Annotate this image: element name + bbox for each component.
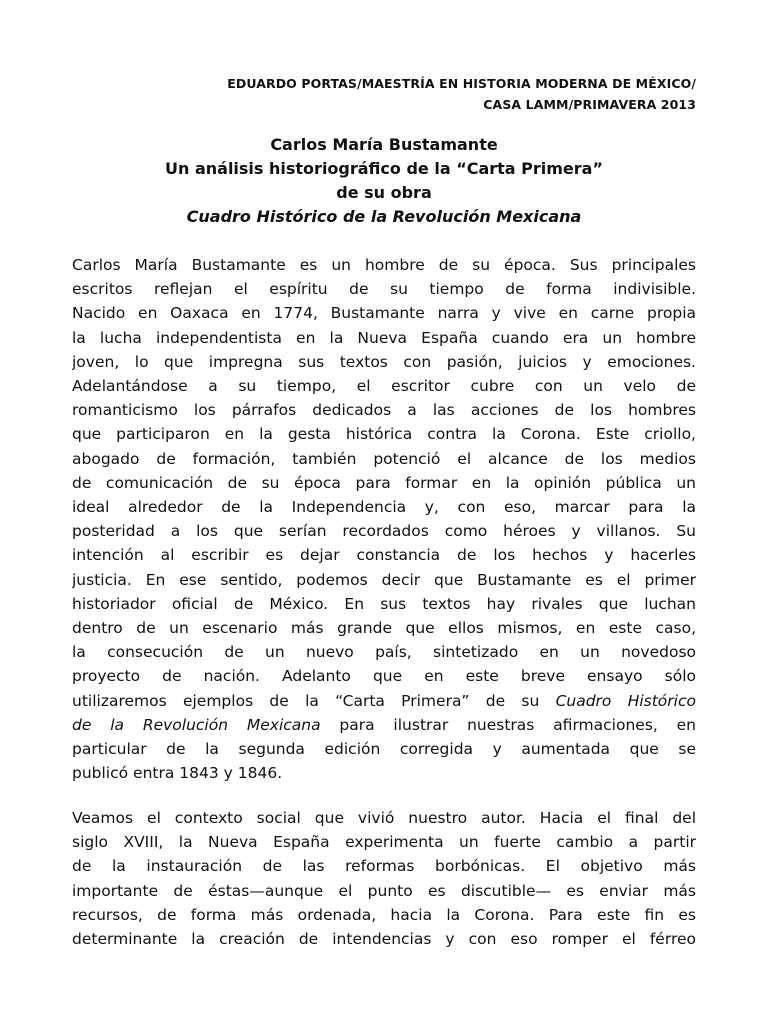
header-line-1: EDUARDO PORTAS/MAESTRÍA EN HISTORIA MODERNA DE MÉXICO/	[227, 76, 696, 91]
italic-book-title: de la Revolución Mexicana	[72, 715, 321, 734]
title-line-2: Un análisis historiográfico de la “Carta Primera”	[165, 159, 603, 178]
paragraph-line: determinante la creación de intendencias y con eso romper el férreo	[72, 930, 696, 949]
title-line-1: Carlos María Bustamante	[270, 135, 498, 154]
title-line-4: Cuadro Histórico de la Revolución Mexicana	[186, 207, 582, 226]
paragraph-line: intención al escribir es dejar constancia de los hechos y hacerles	[72, 546, 696, 565]
paragraph-line: particular de la segunda edición corregida y aumentada que se	[72, 740, 696, 759]
header-line-2: CASA LAMM/PRIMAVERA 2013	[483, 97, 696, 112]
paragraph-line: escritos reflejan el espíritu de su tiempo de forma indivisible.	[72, 280, 696, 299]
paragraph-line: proyecto de nación. Adelanto que en este breve ensayo sólo	[72, 667, 696, 686]
paragraph-line-mixed	[72, 689, 696, 713]
paragraph-line: Carlos María Bustamante es un hombre de su época. Sus principales	[72, 256, 696, 274]
paragraph-line: abogado de formación, también potenció el alcance de los medios	[72, 449, 696, 468]
paragraph-line: siglo XVIII, la Nueva España experimenta un fuerte cambio a partir	[72, 833, 696, 852]
paragraph-line: que participaron en la gesta histórica contra la Corona. Este criollo,	[72, 425, 696, 444]
paragraph-line-mixed	[72, 713, 696, 737]
paragraph-2	[72, 806, 696, 951]
paragraph-line: la consecución de un nuevo país, sintetizado en un novedoso	[72, 643, 696, 662]
paragraph-line: Veamos el contexto social que vivió nuestro autor. Hacia el final del	[72, 809, 696, 827]
text-run: utilizaremos ejemplos de la “Carta Primera” de su	[72, 691, 556, 710]
paragraph-line: justicia. En ese sentido, podemos decir que Bustamante es el primer	[72, 570, 696, 589]
page-header	[227, 73, 696, 115]
document-title	[72, 133, 696, 229]
text-run: para ilustrar nuestras afirmaciones, en	[320, 715, 696, 734]
paragraph-line: recursos, de forma más ordenada, hacia la Corona. Para este fin es	[72, 905, 696, 924]
paragraph-line: posteridad a los que serían recordados como héroes y villanos. Su	[72, 522, 696, 541]
paragraph-line: ideal alrededor de la Independencia y, con eso, marcar para la	[72, 498, 696, 517]
paragraph-line: la lucha independentista en la Nueva España cuando era un hombre	[72, 328, 696, 347]
title-line-3: de su obra	[336, 183, 432, 202]
paragraph-line: Nacido en Oaxaca en 1774, Bustamante narra y vive en carne propia	[72, 304, 696, 323]
paragraph-1	[72, 253, 696, 785]
paragraph-line: de la instauración de las reformas borbónicas. El objetivo más	[72, 857, 696, 876]
paragraph-line: joven, lo que impregna sus textos con pasión, juicios y emociones.	[72, 352, 696, 371]
italic-book-title: Cuadro Histórico	[555, 691, 696, 710]
paragraph-line: romanticismo los párrafos dedicados a las acciones de los hombres	[72, 401, 696, 420]
paragraph-line: importante de éstas—aunque el punto es discutible— es enviar más	[72, 881, 696, 900]
paragraph-line: historiador oficial de México. En sus textos hay rivales que luchan	[72, 594, 696, 613]
paragraph-line: Adelantándose a su tiempo, el escritor cubre con un velo de	[72, 377, 696, 396]
paragraph-line: dentro de un escenario más grande que ellos mismos, en este caso,	[72, 619, 696, 638]
paragraph-line: de comunicación de su época para formar en la opinión pública un	[72, 473, 696, 492]
paragraph-line: publicó entra 1843 y 1846.	[72, 764, 283, 783]
